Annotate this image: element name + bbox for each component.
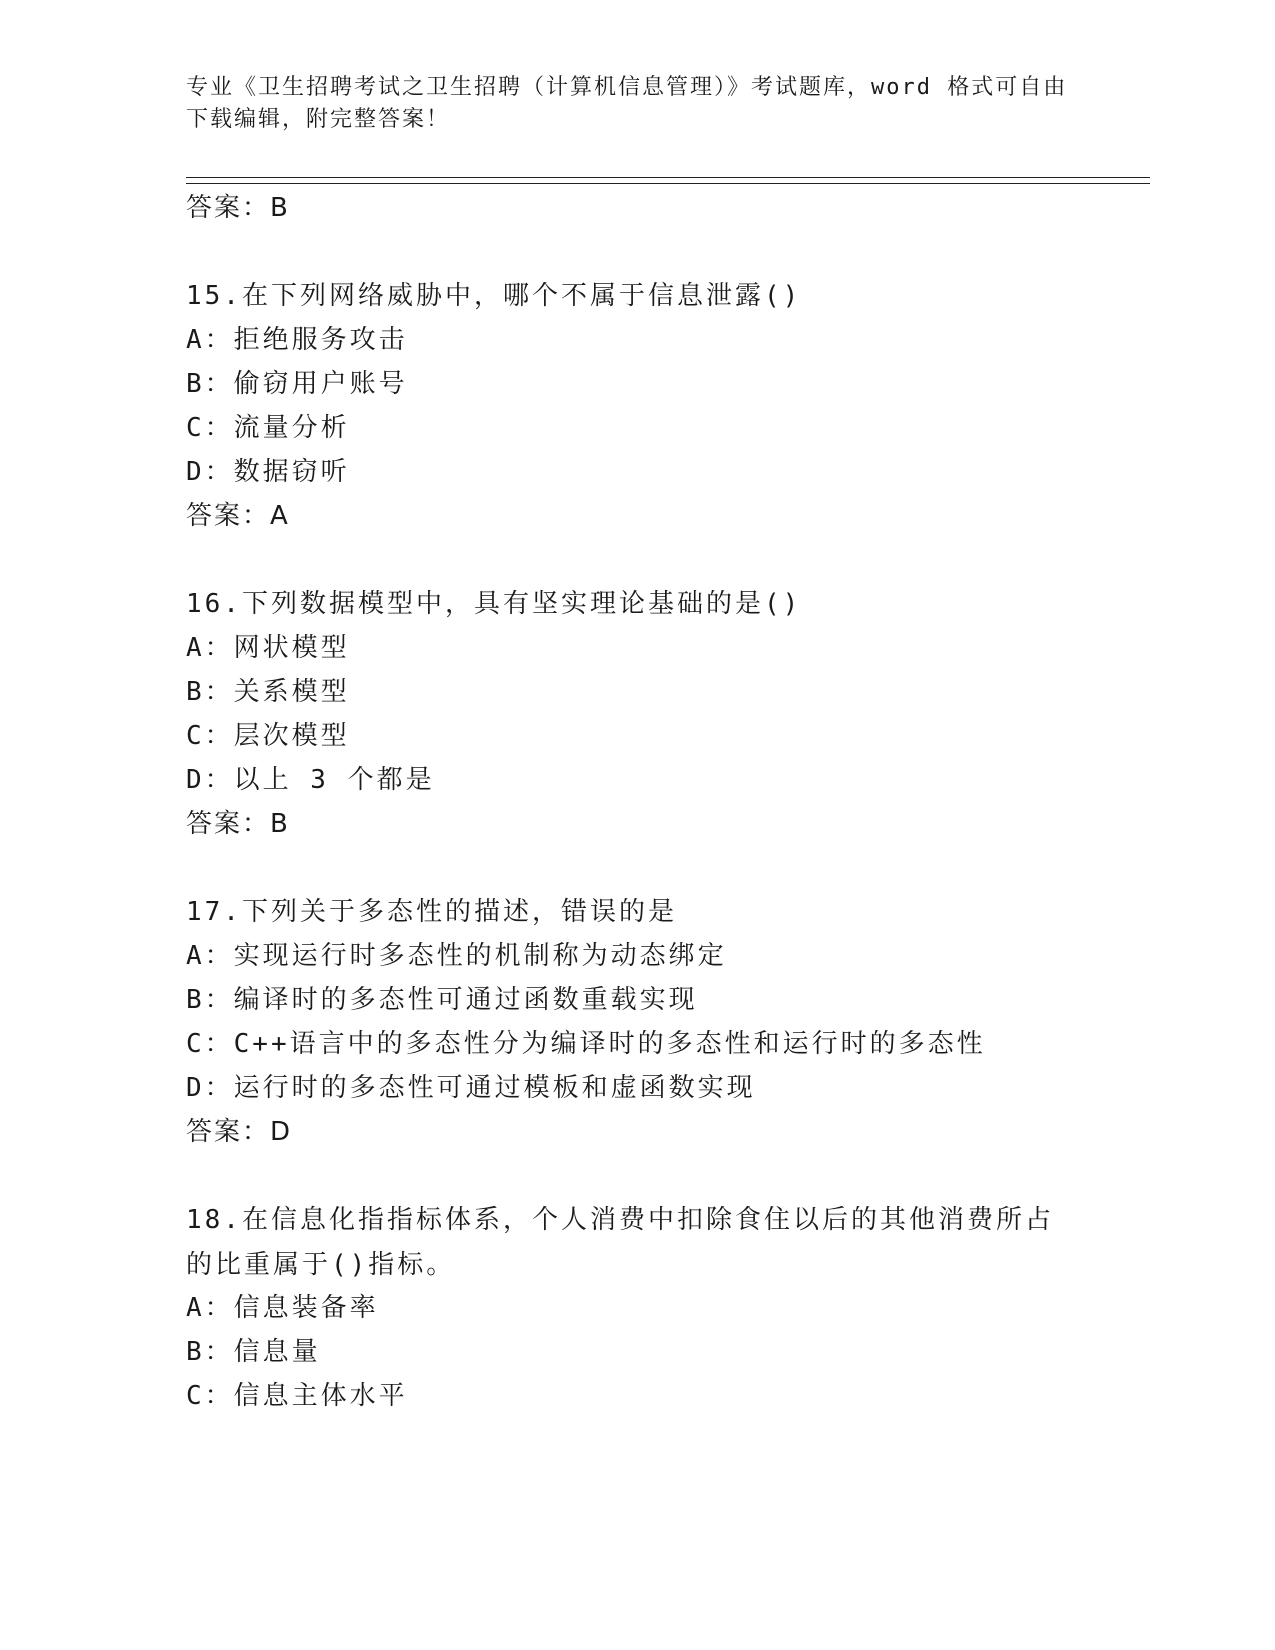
question-15-option-d: D：数据窃听 [186,457,350,487]
question-17-option-c: C：C++语言中的多态性分为编译时的多态性和运行时的多态性 [186,1029,986,1059]
question-18-option-c: C：信息主体水平 [186,1381,408,1411]
question-16-option-a: A：网状模型 [186,633,350,663]
question-16-option-c: C：层次模型 [186,721,350,751]
question-16-option-d: D：以上 3 个都是 [186,765,435,795]
question-15-option-b: B：偷窃用户账号 [186,369,408,399]
answer-q15: 答案：A [186,501,290,531]
question-17-option-d: D：运行时的多态性可通过模板和虚函数实现 [186,1073,756,1103]
question-17-option-b: B：编译时的多态性可通过函数重载实现 [186,985,698,1015]
question-15-option-a: A：拒绝服务攻击 [186,325,408,355]
header-rule-top [186,177,1150,178]
question-18-stem: 18.在信息化指指标体系，个人消费中扣除食住以后的其他消费所占的比重属于()指标。 [186,1205,1054,1280]
question-16-stem: 16.下列数据模型中，具有坚实理论基础的是() [186,589,802,619]
question-18-option-a: A：信息装备率 [186,1293,379,1323]
header-rule-bottom [186,183,1150,184]
question-15-option-c: C：流量分析 [186,413,350,443]
question-15-stem: 15.在下列网络威胁中，哪个不属于信息泄露() [186,281,802,311]
question-17-stem: 17.下列关于多态性的描述，错误的是 [186,897,677,927]
question-17-option-a: A：实现运行时多态性的机制称为动态绑定 [186,941,727,971]
answer-q16: 答案：B [186,809,290,839]
document-header: 专业《卫生招聘考试之卫生招聘（计算机信息管理）》考试题库，word 格式可自由下载编辑，附完整答案！ [186,75,1068,132]
answer-q17: 答案：D [186,1117,293,1147]
question-18-option-b: B：信息量 [186,1337,321,1367]
answer-q14: 答案：B [186,193,290,223]
question-16-option-b: B：关系模型 [186,677,350,707]
